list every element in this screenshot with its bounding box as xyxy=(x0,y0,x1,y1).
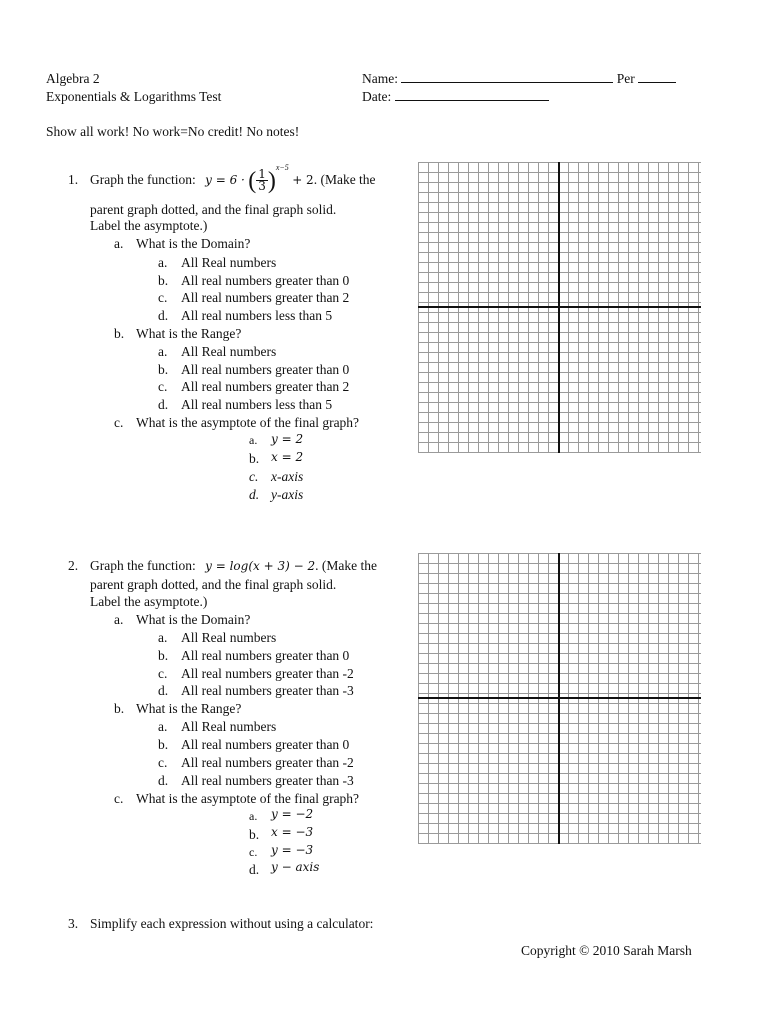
choice-letter: a. xyxy=(158,630,168,645)
q1-part-c-letter: c. xyxy=(114,415,124,430)
q1-prompt-end: . (Make the xyxy=(313,172,376,187)
q1-prompt-line2: parent graph dotted, and the final graph solid. xyxy=(90,202,337,217)
q1-part-b-question: What is the Range? xyxy=(136,326,242,341)
choice-text[interactable]: All real numbers less than 5 xyxy=(181,397,333,412)
choice-text[interactable]: All real numbers greater than -2 xyxy=(181,755,354,770)
date-field[interactable] xyxy=(395,89,549,101)
per-field[interactable] xyxy=(638,71,676,83)
q2-part-b-question: What is the Range? xyxy=(136,701,242,716)
choice-text[interactable]: y = −3 xyxy=(271,843,314,857)
choice-letter: c. xyxy=(158,290,168,305)
q1-number: 1. xyxy=(68,172,79,187)
test-title: Exponentials & Logarithms Test xyxy=(46,89,222,104)
choice-letter: b. xyxy=(158,648,169,663)
q1-part-c-question: What is the asymptote of the final graph? xyxy=(136,415,360,430)
q2-prompt-line3: Label the asymptote.) xyxy=(90,594,208,609)
choice-letter: a. xyxy=(158,344,168,359)
choice-letter: d. xyxy=(158,683,169,698)
name-field[interactable] xyxy=(401,71,613,83)
q1-frac-num: 1 xyxy=(258,167,266,182)
choice-text[interactable]: All real numbers greater than 0 xyxy=(181,273,350,288)
choice-letter: d. xyxy=(249,862,260,877)
choice-letter: c. xyxy=(249,469,259,484)
choice-letter: c. xyxy=(158,755,168,770)
q2-part-c-letter: c. xyxy=(114,791,124,806)
q2-number: 2. xyxy=(68,558,79,573)
choice-letter: a. xyxy=(158,719,168,734)
choice-letter: b. xyxy=(249,827,260,842)
choice-letter: b. xyxy=(249,451,260,466)
course-title: Algebra 2 xyxy=(46,71,100,86)
q2-graph-x-axis xyxy=(418,697,701,699)
choice-letter: c. xyxy=(158,666,168,681)
copyright-notice: Copyright © 2010 Sarah Marsh xyxy=(521,943,692,958)
choice-letter: c. xyxy=(158,379,168,394)
choice-letter: b. xyxy=(158,362,169,377)
choice-text[interactable]: All Real numbers xyxy=(181,630,277,645)
choice-letter: a. xyxy=(249,809,258,823)
choice-text[interactable]: x = −3 xyxy=(271,825,314,839)
q1-eq-right: + 2 xyxy=(292,173,314,187)
choice-text[interactable]: All real numbers greater than 2 xyxy=(181,290,350,305)
q3-prompt: Simplify each expression without using a calculator: xyxy=(90,916,374,931)
choice-letter: d. xyxy=(158,773,169,788)
name-label: Name: xyxy=(362,71,398,86)
q2-graph-grid[interactable] xyxy=(418,553,701,844)
choice-letter: a. xyxy=(249,433,258,447)
q1-frac-den: 3 xyxy=(258,179,266,194)
q1-exponent: x−5 xyxy=(275,163,289,172)
q2-prompt-end: . (Make the xyxy=(315,558,377,573)
date-line xyxy=(362,89,549,105)
choice-text[interactable]: x = 2 xyxy=(271,450,304,464)
choice-letter: b. xyxy=(158,737,169,752)
choice-text[interactable]: All real numbers greater than -3 xyxy=(181,773,354,788)
q2-part-a-letter: a. xyxy=(114,612,124,627)
choice-letter: d. xyxy=(249,487,260,502)
choice-text[interactable]: All real numbers greater than 0 xyxy=(181,737,350,752)
q1-part-a-question: What is the Domain? xyxy=(136,236,251,251)
choice-letter: c. xyxy=(249,845,258,859)
q1-part-b-letter: b. xyxy=(114,326,125,341)
choice-text[interactable]: All real numbers greater than 0 xyxy=(181,362,350,377)
q2-equation: y = log(x + 3) − 2 xyxy=(205,559,316,573)
choice-text[interactable]: y − axis xyxy=(271,860,320,874)
q2-part-c-question: What is the asymptote of the final graph? xyxy=(136,791,360,806)
q1-prompt-start: Graph the function: xyxy=(90,172,196,187)
q1-eq-left: y = 6 · xyxy=(205,173,245,187)
choice-text[interactable]: y = 2 xyxy=(271,432,304,446)
choice-letter: b. xyxy=(158,273,169,288)
choice-text[interactable]: All Real numbers xyxy=(181,255,277,270)
date-label: Date: xyxy=(362,89,392,104)
q2-prompt-line2: parent graph dotted, and the final graph solid. xyxy=(90,577,337,592)
choice-letter: a. xyxy=(158,255,168,270)
per-label: Per xyxy=(616,71,635,86)
q3-number: 3. xyxy=(68,916,79,931)
q2-prompt xyxy=(90,558,377,574)
q1-prompt-line3: Label the asymptote.) xyxy=(90,218,208,233)
choice-text[interactable]: All real numbers greater than -3 xyxy=(181,683,354,698)
choice-text[interactable]: All Real numbers xyxy=(181,344,277,359)
choice-text[interactable]: All real numbers greater than 2 xyxy=(181,379,350,394)
choice-text[interactable]: All real numbers greater than -2 xyxy=(181,666,354,681)
choice-text[interactable]: All Real numbers xyxy=(181,719,277,734)
choice-text[interactable]: All real numbers less than 5 xyxy=(181,308,333,323)
q1-part-a-letter: a. xyxy=(114,236,124,251)
choice-text[interactable]: All real numbers greater than 0 xyxy=(181,648,350,663)
name-line xyxy=(362,71,676,87)
choice-letter: d. xyxy=(158,308,169,323)
choice-text[interactable]: y = −2 xyxy=(271,807,314,821)
q1-right-paren: ) xyxy=(267,167,276,194)
choice-text[interactable]: x-axis xyxy=(271,469,304,484)
q1-fraction xyxy=(256,169,268,192)
q1-prompt xyxy=(90,160,376,200)
q1-left-paren: ( xyxy=(248,167,257,194)
instructions: Show all work! No work=No credit! No notes! xyxy=(46,124,300,139)
choice-letter: d. xyxy=(158,397,169,412)
q1-graph-grid[interactable] xyxy=(418,162,701,453)
q2-part-a-question: What is the Domain? xyxy=(136,612,251,627)
q2-part-b-letter: b. xyxy=(114,701,125,716)
q1-graph-x-axis xyxy=(418,306,701,308)
q2-prompt-start: Graph the function: xyxy=(90,558,196,573)
choice-text[interactable]: y-axis xyxy=(271,487,304,502)
